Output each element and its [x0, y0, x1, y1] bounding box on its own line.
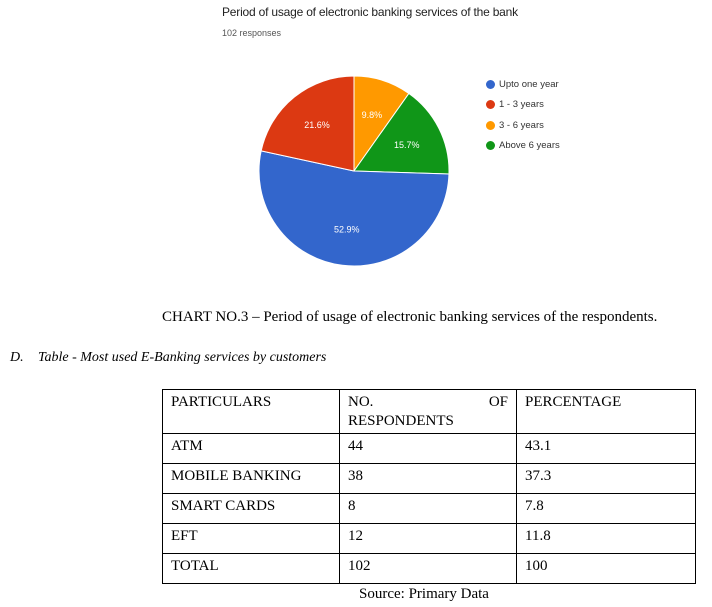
table-row: [163, 464, 696, 494]
pie-slice-label: 52.9%: [334, 224, 360, 235]
section-heading: [10, 350, 326, 366]
cell-percentage: 11.8: [517, 524, 696, 554]
cell-respondents: 8: [340, 494, 517, 524]
legend-swatch: [486, 100, 495, 109]
legend-label: Upto one year: [499, 78, 559, 90]
cell-particulars: TOTAL: [163, 554, 340, 584]
pie-chart: [0, 0, 712, 300]
source-note: Source: Primary Data: [359, 586, 489, 602]
cell-respondents: 12: [340, 524, 517, 554]
pie-slice-label: 15.7%: [393, 139, 420, 150]
table-row: [163, 434, 696, 464]
chart-legend: [486, 74, 560, 156]
legend-label: Above 6 years: [499, 140, 560, 152]
cell-percentage: 37.3: [517, 464, 696, 494]
legend-item-above-6-years[interactable]: [486, 136, 560, 157]
pie-slice-label: 21.6%: [304, 120, 330, 131]
legend-item-3-6-years[interactable]: [486, 115, 560, 136]
section-letter: D.: [10, 350, 24, 365]
pie-slice-label: 9.8%: [361, 109, 383, 120]
cell-respondents: 38: [340, 464, 517, 494]
cell-particulars: MOBILE BANKING: [163, 464, 340, 494]
legend-label: 1 - 3 years: [499, 99, 544, 111]
cell-respondents: 102: [340, 554, 517, 584]
header-particulars: PARTICULARS: [163, 390, 340, 434]
cell-particulars: SMART CARDS: [163, 494, 340, 524]
chart-title: Period of usage of electronic banking services of the bank: [222, 5, 518, 19]
cell-particulars: EFT: [163, 524, 340, 554]
table-row: [163, 524, 696, 554]
chart-subtitle: 102 responses: [222, 28, 282, 38]
header-percentage: PERCENTAGE: [517, 390, 696, 434]
legend-swatch: [486, 141, 495, 150]
cell-percentage: 43.1: [517, 434, 696, 464]
legend-item-upto-one-year[interactable]: [486, 74, 560, 95]
chart-caption: CHART NO.3 – Period of usage of electronic banking services of the respondents.: [162, 309, 658, 325]
header-of-word: OF: [488, 394, 508, 410]
legend-label: 3 - 6 years: [499, 119, 544, 131]
legend-swatch: [486, 80, 495, 89]
table-row-total: [163, 554, 696, 584]
section-title: Table - Most used E-Banking services by customers: [38, 350, 327, 365]
table-header-row: [163, 390, 696, 434]
header-no-of-respondents: [340, 390, 517, 434]
e-banking-services-table: [162, 389, 696, 584]
cell-respondents: 44: [340, 434, 517, 464]
legend-swatch: [486, 121, 495, 130]
cell-particulars: ATM: [163, 434, 340, 464]
table-row: [163, 494, 696, 524]
legend-item-1-3-years[interactable]: [486, 95, 560, 116]
cell-percentage: 100: [517, 554, 696, 584]
header-no-word: NO.: [348, 394, 374, 410]
header-respondents-word: RESPONDENTS: [348, 413, 454, 429]
cell-percentage: 7.8: [517, 494, 696, 524]
